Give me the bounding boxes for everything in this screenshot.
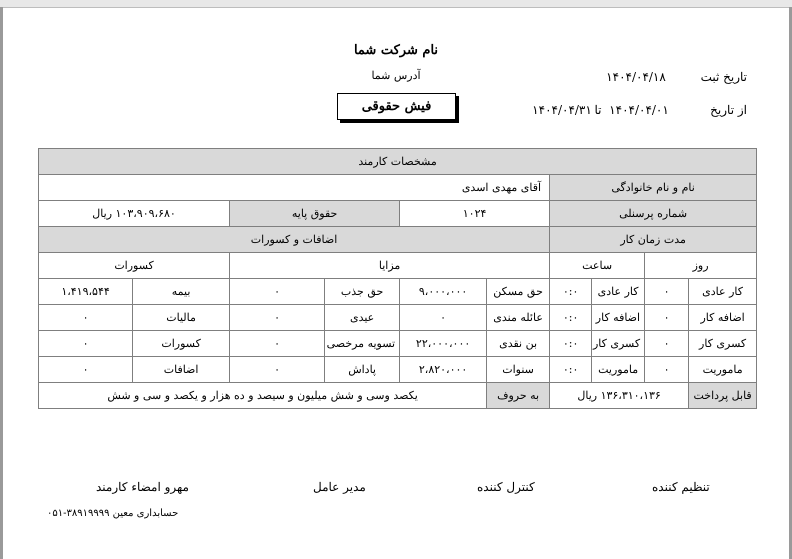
in-words-value: یکصد وسی و شش میلیون و سیصد و ده هزار و یکصد و سی و شش: [39, 383, 487, 409]
deduction-label: بیمه: [133, 279, 230, 305]
hour-header: ساعت: [550, 253, 645, 279]
day-label: اضافه کار: [689, 305, 757, 331]
day-value: ۰: [645, 357, 689, 383]
from-date-value: ۱۴۰۴/۰۴/۰۱: [609, 103, 669, 117]
from-date-label: از تاریخ: [710, 103, 747, 117]
hour-label: کسری کار: [592, 331, 645, 357]
deduction-label: اضافات: [133, 357, 230, 383]
benefit-value: ۲،۸۲۰،۰۰۰: [400, 357, 487, 383]
controller-signature: کنترل کننده: [477, 480, 535, 494]
benefits-header: مزایا: [230, 253, 550, 279]
deductions-header: کسورات: [39, 253, 230, 279]
benefit-value: ۰: [400, 305, 487, 331]
benefit-value: ۰: [230, 305, 325, 331]
registration-date-value: ۱۴۰۴/۰۴/۱۸: [606, 70, 666, 84]
payslip-table: [38, 148, 757, 409]
slip-title: فیش حقوقی: [337, 93, 456, 120]
benefit-label: پاداش: [325, 357, 400, 383]
table-row: [39, 305, 757, 331]
registration-date-label: تاریخ ثبت: [700, 70, 747, 84]
day-label: ماموریت: [689, 357, 757, 383]
company-address: آدرس شما: [371, 69, 421, 82]
hour-label: کار عادی: [592, 279, 645, 305]
work-time-title: مدت زمان کار: [550, 227, 757, 253]
benefit-value: ۰: [230, 357, 325, 383]
window-left-border: [0, 7, 3, 559]
hour-value: ۰:۰: [550, 357, 592, 383]
benefit-label: عائله مندی: [487, 305, 550, 331]
payable-label: قابل پرداخت: [689, 383, 757, 409]
hour-value: ۰:۰: [550, 305, 592, 331]
deduction-value: ۰: [39, 305, 133, 331]
benefit-label: بن نقدی: [487, 331, 550, 357]
column-headers-row: [39, 253, 757, 279]
company-name: نام شرکت شما: [353, 43, 439, 58]
benefit-label: حق مسکن: [487, 279, 550, 305]
base-salary-label: حقوق پایه: [230, 201, 400, 227]
deduction-value: ۰: [39, 331, 133, 357]
window-top-border: [0, 0, 792, 8]
payable-value: ۱۳۶،۳۱۰،۱۳۶ ریال: [550, 383, 689, 409]
benefit-value: ۰: [230, 331, 325, 357]
employee-seal-signature: مهرو امضاء کارمند: [96, 480, 189, 494]
hour-value: ۰:۰: [550, 279, 592, 305]
personnel-label: شماره پرسنلی: [550, 201, 757, 227]
accounting-footer: حسابداری معین ۳۸۹۱۹۹۹۹-۰۵۱: [47, 508, 179, 519]
personnel-row: [39, 201, 757, 227]
personnel-value: ۱۰۲۴: [400, 201, 550, 227]
employee-section-title: مشخصات کارمند: [39, 149, 757, 175]
benefit-label: عیدی: [325, 305, 400, 331]
in-words-label: به حروف: [487, 383, 550, 409]
benefit-label: تسویه مرخصی: [325, 331, 400, 357]
deduction-value: ۱،۴۱۹،۵۴۴: [39, 279, 133, 305]
base-salary-value: ۱۰۳،۹۰۹،۶۸۰ ریال: [39, 201, 230, 227]
payment-row: [39, 383, 757, 409]
deduction-label: مالیات: [133, 305, 230, 331]
deduction-value: ۰: [39, 357, 133, 383]
ceo-signature: مدیر عامل: [313, 480, 366, 494]
day-label: کسری کار: [689, 331, 757, 357]
benefit-value: ۰: [230, 279, 325, 305]
benefit-label: سنوات: [487, 357, 550, 383]
to-date-label: تا: [594, 103, 602, 117]
day-header: روز: [645, 253, 757, 279]
section-header-row: [39, 149, 757, 175]
section-titles-row: [39, 227, 757, 253]
prepared-by-signature: تنظیم کننده: [652, 480, 710, 494]
table-row: [39, 279, 757, 305]
name-label: نام و نام خانوادگی: [550, 175, 757, 201]
day-value: ۰: [645, 331, 689, 357]
benefit-value: ۲۲،۰۰۰،۰۰۰: [400, 331, 487, 357]
hour-label: ماموریت: [592, 357, 645, 383]
adjustments-title: اضافات و کسورات: [39, 227, 550, 253]
to-date-value: ۱۴۰۴/۰۴/۳۱: [532, 103, 592, 117]
hour-value: ۰:۰: [550, 331, 592, 357]
benefit-label: حق جذب: [325, 279, 400, 305]
table-row: [39, 331, 757, 357]
day-value: ۰: [645, 279, 689, 305]
name-value: آقای مهدی اسدی: [39, 175, 550, 201]
table-row: [39, 357, 757, 383]
day-label: کار عادی: [689, 279, 757, 305]
employee-name-row: [39, 175, 757, 201]
day-value: ۰: [645, 305, 689, 331]
deduction-label: کسورات: [133, 331, 230, 357]
benefit-value: ۹،۰۰۰،۰۰۰: [400, 279, 487, 305]
hour-label: اضافه کار: [592, 305, 645, 331]
